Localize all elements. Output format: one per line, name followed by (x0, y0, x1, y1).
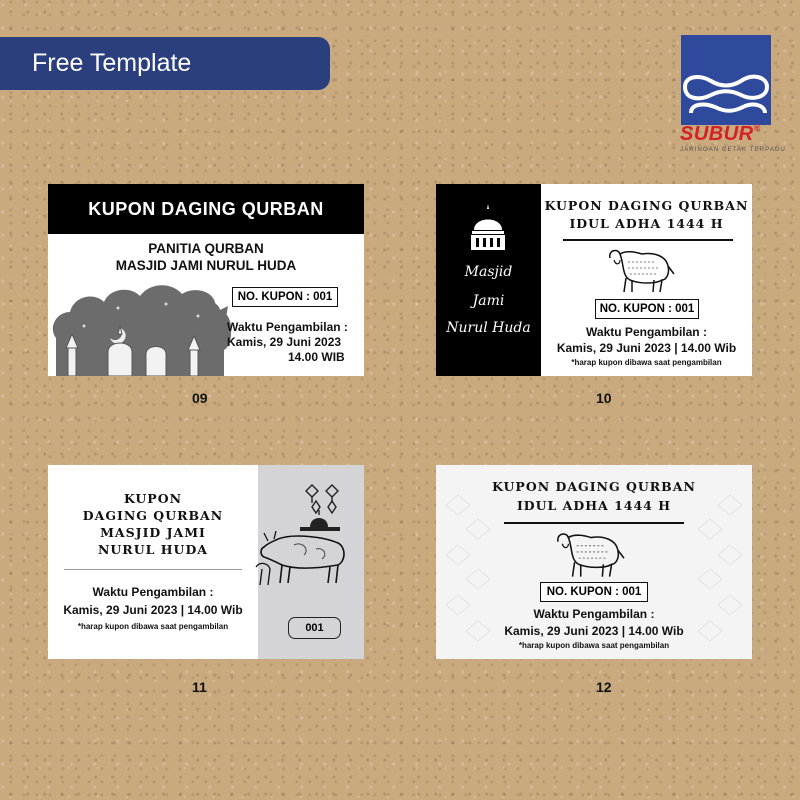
template-number-11: 11 (192, 679, 207, 695)
coupon-title-line4: NURUL HUDA (97, 542, 208, 557)
coupon-number-pill: 001 (288, 617, 341, 639)
title-divider (504, 522, 684, 524)
side-text-line1: Masjid (464, 264, 513, 280)
coupon-card-12 (436, 465, 752, 659)
coupon-org-line1: PANITIA QURBAN (148, 241, 264, 256)
brand-logo (680, 35, 795, 160)
coupon-note: *harap kupon dibawa saat pengambilan (518, 641, 670, 650)
coupon-card-10 (436, 184, 752, 376)
free-template-banner (0, 37, 330, 90)
coupon-card-11 (48, 465, 364, 659)
sheep-icon (554, 527, 626, 579)
brand-tagline: JARINGAN CETAK TERPADU (680, 146, 786, 153)
pickup-date: Kamis, 29 Juni 2023 (227, 335, 342, 349)
sheep-icon (606, 244, 676, 294)
pickup-time-label: Waktu Pengambilan : (92, 585, 214, 599)
coupon-note: *harap kupon dibawa saat pengambilan (77, 622, 229, 631)
coupon-org-line2: MASJID JAMI NURUL HUDA (115, 258, 297, 273)
pickup-datetime: Kamis, 29 Juni 2023 | 14.00 Wib (556, 341, 737, 355)
pickup-time-label: Waktu Pengambilan : (533, 607, 655, 621)
pickup-time-label: Waktu Pengambilan : (586, 325, 707, 339)
coupon-side-panel (436, 184, 541, 376)
pickup-time-label: Waktu Pengambilan : (227, 320, 348, 334)
coupon-title-line1: KUPON DAGING QURBAN (544, 198, 749, 213)
template-number-12: 12 (596, 679, 612, 695)
coupon-header: KUPON DAGING QURBAN (48, 184, 364, 234)
coupon-number-box: NO. KUPON : 001 (540, 582, 648, 602)
template-number-09: 09 (192, 390, 208, 406)
pickup-datetime: Kamis, 29 Juni 2023 | 14.00 Wib (504, 624, 684, 638)
coupon-title-line3: MASJID JAMI (100, 525, 206, 540)
cow-icon (254, 527, 354, 587)
template-number-10: 10 (596, 390, 612, 406)
title-divider (563, 239, 733, 241)
coupon-title-line2: DAGING QURBAN (82, 508, 224, 523)
coupon-number-box: NO. KUPON : 001 (232, 287, 338, 307)
coupon-title-line2: IDUL ADHA 1444 H (569, 216, 724, 231)
coupon-title-line1: KUPON DAGING QURBAN (492, 479, 696, 494)
coupon-title-line1: KUPON (123, 491, 183, 506)
brand-name: SUBUR® (680, 123, 761, 145)
coupon-number-box: NO. KUPON : 001 (595, 299, 699, 319)
side-text-line2: Jami (472, 293, 505, 309)
pickup-hour: 14.00 WIB (288, 350, 345, 364)
coupon-title-line2: IDUL ADHA 1444 H (516, 498, 672, 513)
banner-label: Free Template (32, 49, 192, 77)
side-text-line3: Nurul Huda (446, 320, 531, 336)
pickup-datetime: Kamis, 29 Juni 2023 | 14.00 Wib (63, 603, 243, 617)
coupon-note: *harap kupon dibawa saat pengambilan (571, 358, 722, 367)
title-divider (64, 569, 242, 570)
mosque-icon (48, 268, 238, 376)
mosque-icon (468, 204, 508, 250)
brand-logo-icon (681, 35, 771, 125)
coupon-card-09 (48, 184, 364, 376)
